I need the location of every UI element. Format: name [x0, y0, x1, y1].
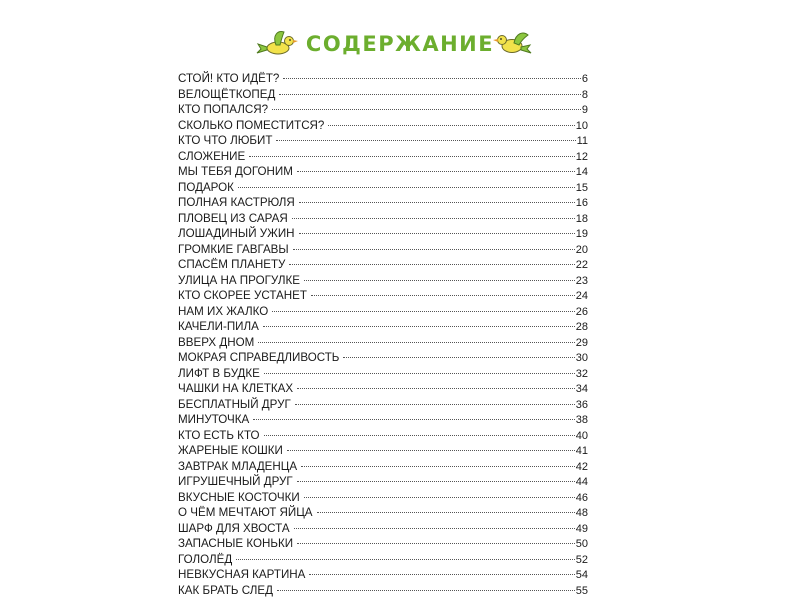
toc-entry-title: ВВЕРХ ДНОМ — [178, 335, 255, 349]
toc-entry — [178, 211, 588, 227]
toc-entry-page: 22 — [575, 259, 588, 271]
dot-leader — [264, 372, 575, 374]
dot-leader — [272, 108, 581, 110]
toc-entry-page: 29 — [575, 336, 588, 349]
toc-entry-title: КТО ЧТО ЛЮБИТ — [178, 134, 273, 147]
dot-leader — [253, 418, 574, 420]
toc-entry — [178, 521, 588, 537]
toc-entry-page: 52 — [575, 553, 588, 566]
toc-entry-title: КТО ЕСТЬ КТО — [178, 428, 260, 442]
dot-leader — [297, 480, 575, 482]
toc-entry — [178, 118, 588, 134]
toc-entry-page: 18 — [575, 212, 588, 225]
toc-entry-page: 26 — [575, 305, 588, 318]
toc-entry-title: СТОЙ! КТО ИДЁТ? — [178, 72, 280, 85]
toc-entry-title: ЖАРЕНЫЕ КОШКИ — [178, 444, 283, 457]
toc-entry-title: МЫ ТЕБЯ ДОГОНИМ — [178, 165, 293, 178]
toc-entry-title: УЛИЦА НА ПРОГУЛКЕ — [178, 273, 300, 287]
toc-entry-page: 40 — [575, 429, 588, 442]
toc-entry-title: ВКУСНЫЕ КОСТОЧКИ — [178, 490, 300, 504]
toc-entry-title: ШАРФ ДЛЯ ХВОСТА — [178, 521, 290, 535]
toc-entry-title: О ЧЁМ МЕЧТАЮТ ЯЙЦА — [178, 506, 313, 519]
toc-entry-page: 55 — [575, 584, 588, 597]
toc-entry-page: 54 — [575, 569, 588, 581]
toc-entry — [178, 567, 588, 583]
toc-entry-page: 15 — [575, 181, 588, 194]
toc-entry — [178, 428, 588, 444]
toc-entry — [178, 304, 588, 320]
toc-entry-title: КАЧЕЛИ-ПИЛА — [178, 320, 259, 333]
dot-leader — [295, 403, 575, 405]
toc-entry-title: КТО ПОПАЛСЯ? — [178, 103, 269, 116]
dot-leader — [297, 387, 575, 389]
dot-leader — [299, 232, 575, 234]
toc-entry-title: МОКРАЯ СПРАВЕДЛИВОСТЬ — [178, 351, 340, 364]
bird-icon — [490, 26, 536, 62]
dot-leader — [249, 155, 575, 157]
toc-entry-page: 38 — [575, 414, 588, 426]
toc-entry-title: ЗАВТРАК МЛАДЕНЦА — [178, 459, 298, 473]
dot-leader — [297, 170, 575, 172]
toc-entry-title: СПАСЁМ ПЛАНЕТУ — [178, 258, 286, 271]
dot-leader — [264, 434, 575, 436]
dot-leader — [311, 294, 575, 296]
toc-entry-title: ЧАШКИ НА КЛЕТКАХ — [178, 382, 294, 395]
toc-entry-page: 42 — [575, 460, 588, 473]
toc-entry-page: 46 — [575, 491, 588, 504]
toc-entry — [178, 583, 588, 599]
toc-entry — [178, 350, 588, 366]
toc-entry-page: 11 — [576, 135, 588, 147]
dot-leader — [279, 93, 581, 95]
toc-entry-page: 10 — [575, 119, 588, 132]
dot-leader — [238, 186, 575, 188]
toc-entry — [178, 180, 588, 196]
toc-entry-page: 14 — [575, 166, 588, 178]
toc-entry-title: СКОЛЬКО ПОМЕСТИТСЯ? — [178, 118, 325, 132]
dot-leader — [317, 511, 575, 513]
toc-entry-title: ИГРУШЕЧНЫЙ ДРУГ — [178, 475, 293, 488]
dot-leader — [294, 527, 575, 529]
toc-entry-title: ЗАПАСНЫЕ КОНЬКИ — [178, 537, 294, 550]
toc-entry — [178, 226, 588, 242]
toc-entry — [178, 412, 588, 428]
header — [0, 26, 800, 70]
toc-entry — [178, 149, 588, 165]
toc-entry-page: 36 — [575, 398, 588, 411]
toc-entry-page: 44 — [575, 476, 588, 488]
toc-entry — [178, 319, 588, 335]
toc-entry-page: 48 — [575, 507, 588, 519]
toc-entry-page: 12 — [575, 150, 588, 163]
toc-entry-title: БЕСПЛАТНЫЙ ДРУГ — [178, 397, 291, 411]
dot-leader — [292, 217, 575, 219]
toc-entry-title: ГОЛОЛЁД — [178, 552, 233, 566]
dot-leader — [236, 558, 575, 560]
toc-entry-page: 34 — [575, 383, 588, 395]
dot-leader — [277, 589, 575, 591]
toc-entry-title: ГРОМКИЕ ГАВГАВЫ — [178, 242, 289, 256]
toc-entry-title: ВЕЛОЩЁТКОПЕД — [178, 87, 276, 101]
toc-entry-page: 19 — [575, 228, 588, 240]
toc-entry-title: ПОЛНАЯ КАСТРЮЛЯ — [178, 196, 295, 209]
toc-entry — [178, 164, 588, 180]
toc-entry — [178, 102, 588, 118]
dot-leader — [304, 279, 575, 281]
toc-entry-page: 41 — [575, 445, 588, 457]
toc-entry-title: КАК БРАТЬ СЛЕД — [178, 583, 273, 597]
dot-leader — [287, 449, 575, 451]
toc-entry — [178, 195, 588, 211]
dot-leader — [258, 341, 574, 343]
toc-entry — [178, 490, 588, 506]
toc-entry-title: ЛИФТ В БУДКЕ — [178, 366, 260, 380]
dot-leader — [263, 325, 575, 327]
toc-entry — [178, 505, 588, 521]
toc-entry-page: 23 — [575, 274, 588, 287]
toc-entry — [178, 366, 588, 382]
toc-entry-page: 16 — [575, 197, 588, 209]
dot-leader — [297, 542, 575, 544]
toc-entry-title: КТО СКОРЕЕ УСТАНЕТ — [178, 289, 307, 302]
toc-entry-page: 20 — [575, 243, 588, 256]
dot-leader — [304, 496, 575, 498]
dot-leader — [299, 201, 575, 203]
toc-entry-page: 49 — [575, 522, 588, 535]
toc-entry — [178, 474, 588, 490]
toc-entry-page: 50 — [575, 538, 588, 550]
toc-entry-title: ЛОШАДИНЫЙ УЖИН — [178, 227, 295, 240]
toc-entry — [178, 459, 588, 475]
toc-entry-page: 6 — [581, 73, 588, 85]
toc-entry — [178, 257, 588, 273]
toc-entry — [178, 288, 588, 304]
dot-leader — [343, 356, 574, 358]
toc-entry-page: 8 — [581, 88, 588, 101]
toc-entry — [178, 71, 588, 87]
toc-entry — [178, 536, 588, 552]
toc-entry — [178, 242, 588, 258]
toc-entry-page: 24 — [575, 290, 588, 302]
dot-leader — [293, 248, 575, 250]
dot-leader — [272, 310, 575, 312]
dot-leader — [328, 124, 574, 126]
page-title: СОДЕРЖАНИЕ — [305, 32, 495, 56]
toc-entry-page: 32 — [575, 367, 588, 380]
toc-entry-title: НЕВКУСНАЯ КАРТИНА — [178, 568, 306, 581]
toc-entry-title: СЛОЖЕНИЕ — [178, 149, 246, 163]
dot-leader — [283, 77, 581, 79]
toc-entry-page: 9 — [581, 104, 588, 116]
toc-entry — [178, 335, 588, 351]
table-of-contents — [178, 71, 588, 598]
toc-entry-title: МИНУТОЧКА — [178, 413, 250, 426]
toc-entry — [178, 87, 588, 103]
toc-entry — [178, 397, 588, 413]
dot-leader — [276, 139, 575, 141]
toc-entry — [178, 133, 588, 149]
dot-leader — [301, 465, 575, 467]
toc-entry-title: ПЛОВЕЦ ИЗ САРАЯ — [178, 211, 288, 225]
toc-entry-page: 28 — [575, 321, 588, 333]
dot-leader — [289, 263, 574, 265]
toc-entry — [178, 273, 588, 289]
toc-entry-title: ПОДАРОК — [178, 180, 234, 194]
toc-entry — [178, 381, 588, 397]
toc-entry-page: 30 — [575, 352, 588, 364]
toc-entry — [178, 443, 588, 459]
toc-entry-title: НАМ ИХ ЖАЛКО — [178, 304, 269, 318]
toc-entry — [178, 552, 588, 568]
dot-leader — [309, 573, 574, 575]
